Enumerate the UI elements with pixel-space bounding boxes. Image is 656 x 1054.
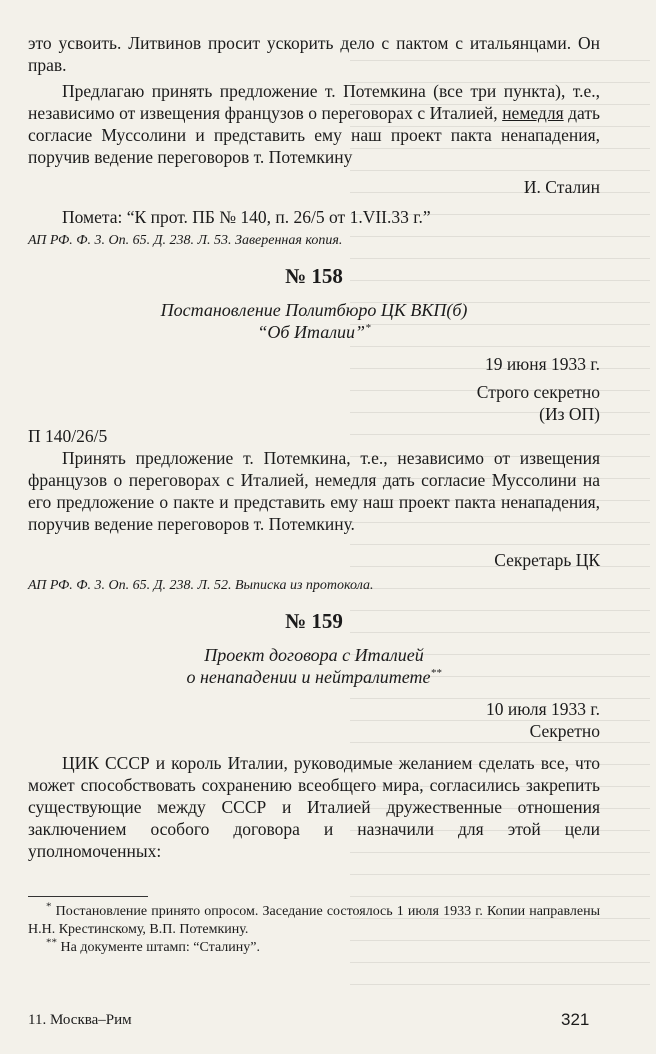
doc-158-secrecy-note: (Из ОП)	[539, 404, 600, 424]
page-number: 321	[561, 1010, 590, 1029]
doc-159-title-line2: о ненападении и нейтралитете**	[186, 667, 442, 687]
doc-158-body: Принять предложение т. Потемкина, т.е., независимо от извещения французов о переговорах с Италией, немедля дать согласие Муссолини на его предложение о пакте и представить ему наш проект пакта ненападения, поручив ведение переговоров т. Потемкину.	[28, 448, 600, 534]
footnote-rule	[28, 896, 148, 897]
footer-section-label: 11. Москва–Рим	[28, 1012, 132, 1028]
doc-159-title-line1: Проект договора с Италией	[204, 645, 424, 665]
continuation-paragraph: это усвоить. Литвинов просит ускорить дело с пактом с итальянцами. Он прав.	[28, 33, 600, 75]
doc-159-secrecy: Секретно	[529, 721, 600, 741]
document-page	[28, 32, 600, 957]
proposal-text-after: дать согласие Муссолини и представить ему наш проект пакта ненападения, поручив ведение переговоров т. Потемкину	[28, 103, 600, 167]
signature-stalin: И. Сталин	[523, 177, 600, 197]
footnote-mark: *	[365, 322, 371, 334]
archive-source-2: АП РФ. Ф. 3. Оп. 65. Д. 238. Л. 52. Выписка из протокола.	[28, 578, 374, 593]
proposal-underlined-word: немедля	[502, 103, 564, 123]
pometa-note: Помета: “К прот. ПБ № 140, п. 26/5 от 1.VII.33 г.”	[62, 207, 431, 227]
footnote-1: * Постановление принято опросом. Заседание состоялось 1 июля 1933 г. Копии направлены Н.Н. Крестинскому, В.П. Потемкину.	[28, 900, 601, 937]
footnote-mark: **	[430, 667, 442, 679]
doc-158-code: П 140/26/5	[28, 426, 108, 446]
doc-158-number: № 158	[285, 264, 343, 288]
doc-159-body: ЦИК СССР и король Италии, руководимые желанием сделать все, что может способствовать сохранению всеобщего мира, согласились закрепить существующие между СССР и Италией дружественные отношения заключением особого договора и назначили для этой цели уполномоченных:	[28, 753, 600, 861]
archive-source-1: АП РФ. Ф. 3. Оп. 65. Д. 238. Л. 53. Заверенная копия.	[28, 233, 343, 248]
doc-158-date: 19 июня 1933 г.	[484, 354, 600, 374]
stalin-proposal-paragraph	[28, 80, 600, 168]
doc-159-number: № 159	[285, 609, 343, 633]
doc-158-secrecy: Строго секретно	[476, 382, 600, 402]
doc-158-title-line2: “Об Италии”*	[257, 322, 371, 342]
footnote-2: ** На документе штамп: “Сталину”.	[46, 936, 260, 955]
doc-159-date: 10 июля 1933 г.	[486, 699, 600, 719]
doc-158-signature: Секретарь ЦК	[494, 550, 600, 570]
proposal-text-before: Предлагаю принять предложение т. Потемкина (все три пункта), т.е., независимо от извещения французов о переговорах с Италией,	[28, 81, 600, 123]
doc-158-title-line1: Постановление Политбюро ЦК ВКП(б)	[160, 300, 468, 320]
